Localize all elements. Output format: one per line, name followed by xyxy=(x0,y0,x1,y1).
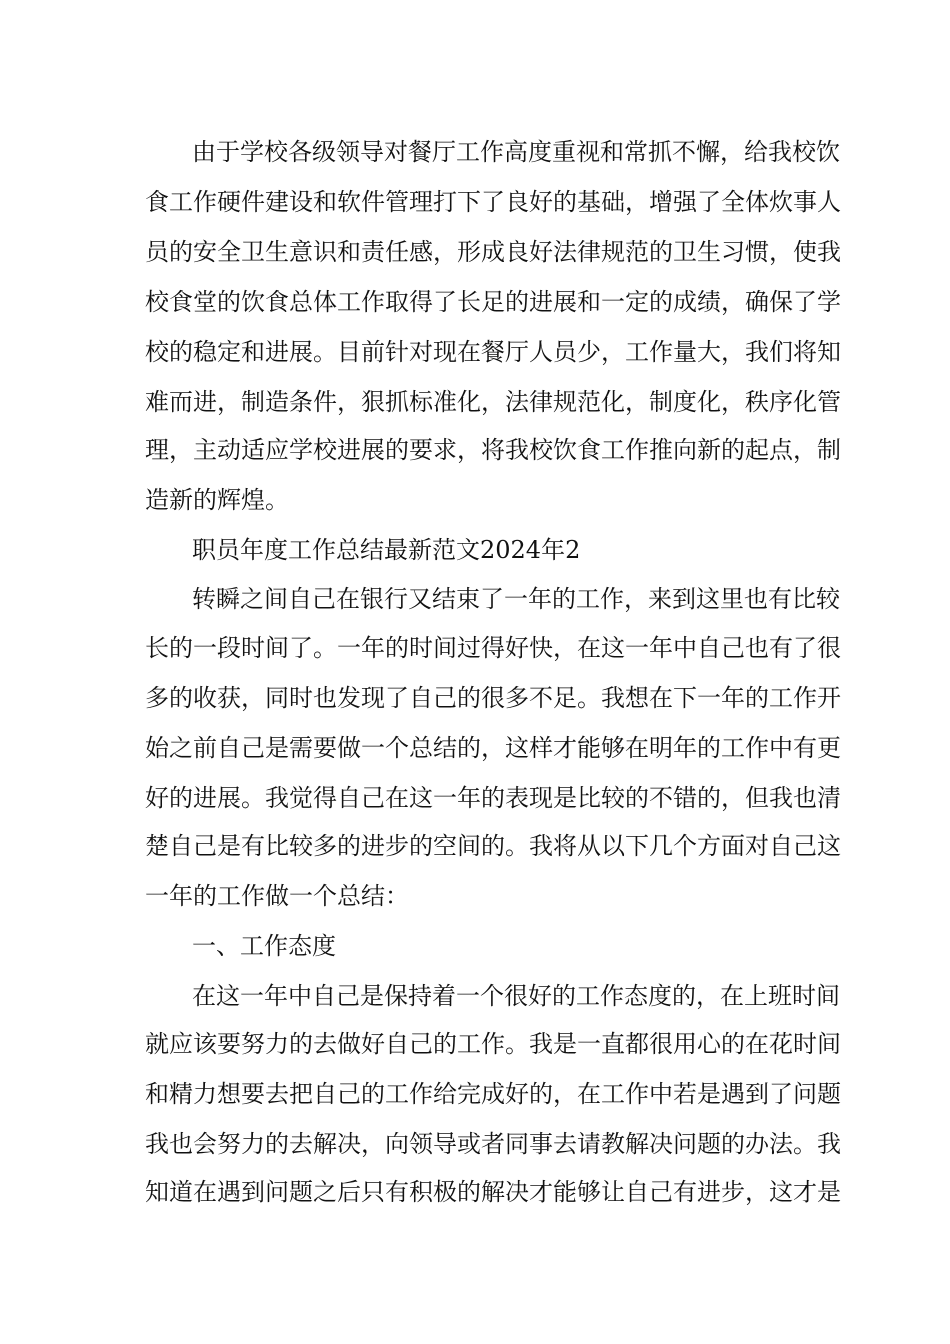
paragraph-2-line-5: 好的进展。我觉得自己在这一年的表现是比较的不错的，但我也清 xyxy=(145,784,841,812)
paragraph-2-line-7: 一年的工作做一个总结： xyxy=(145,882,409,910)
paragraph-1-line-2: 食工作硬件建设和软件管理打下了良好的基础，增强了全体炊事人 xyxy=(145,188,841,216)
paragraph-1-line-4: 校食堂的饮食总体工作取得了长足的进展和一定的成绩，确保了学 xyxy=(145,288,841,316)
paragraph-3-line-1: 在这一年中自己是保持着一个很好的工作态度的，在上班时间 xyxy=(192,982,840,1010)
paragraph-1-line-3: 员的安全卫生意识和责任感，形成良好法律规范的卫生习惯，使我 xyxy=(145,238,841,266)
paragraph-2-line-6: 楚自己是有比较多的进步的空间的。我将从以下几个方面对自己这 xyxy=(145,832,841,860)
paragraph-2-line-1: 转瞬之间自己在银行又结束了一年的工作，来到这里也有比较 xyxy=(192,585,840,613)
paragraph-2-line-4: 始之前自己是需要做一个总结的，这样才能够在明年的工作中有更 xyxy=(145,734,841,762)
paragraph-1-line-5: 校的稳定和进展。目前针对现在餐厅人员少，工作量大，我们将知 xyxy=(145,338,841,366)
section-heading-2: 一、工作态度 xyxy=(192,932,336,960)
paragraph-3-line-2: 就应该要努力的去做好自己的工作。我是一直都很用心的在花时间 xyxy=(145,1030,841,1058)
paragraph-3-line-5: 知道在遇到问题之后只有积极的解决才能够让自己有进步，这才是 xyxy=(145,1178,841,1206)
paragraph-3-line-4: 我也会努力的去解决，向领导或者同事去请教解决问题的办法。我 xyxy=(145,1130,841,1158)
section-heading-1: 职员年度工作总结最新范文2024年2 xyxy=(192,536,581,564)
paragraph-1-line-1: 由于学校各级领导对餐厅工作高度重视和常抓不懈，给我校饮 xyxy=(192,138,840,166)
paragraph-1-line-8: 造新的辉煌。 xyxy=(145,486,289,514)
paragraph-3-line-3: 和精力想要去把自己的工作给完成好的，在工作中若是遇到了问题 xyxy=(145,1080,841,1108)
paragraph-1-line-7: 理，主动适应学校进展的要求，将我校饮食工作推向新的起点，制 xyxy=(145,436,841,464)
paragraph-2-line-3: 多的收获，同时也发现了自己的很多不足。我想在下一年的工作开 xyxy=(145,684,841,712)
paragraph-2-line-2: 长的一段时间了。一年的时间过得好快，在这一年中自己也有了很 xyxy=(145,634,841,662)
paragraph-1-line-6: 难而进，制造条件，狠抓标准化，法律规范化，制度化，秩序化管 xyxy=(145,388,841,416)
